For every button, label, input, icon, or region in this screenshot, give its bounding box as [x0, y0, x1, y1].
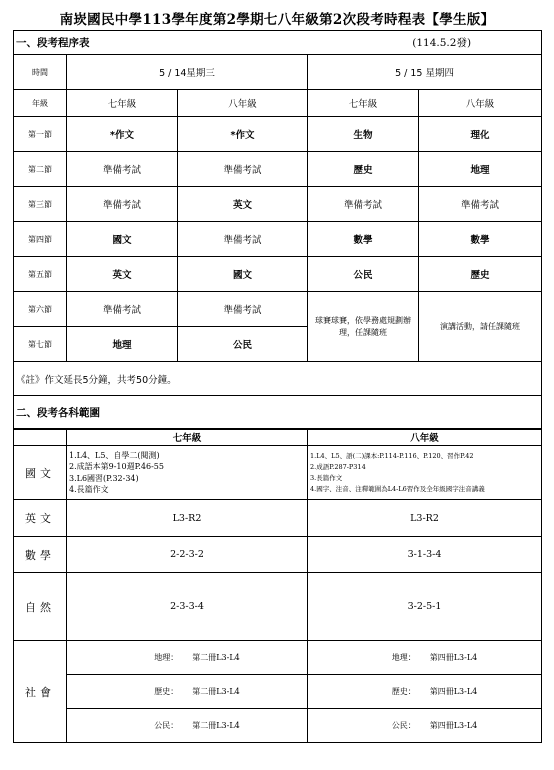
exam-cell: 公民 — [308, 257, 419, 292]
schedule-note: 《註》作文延長5分鐘，共考50分鐘。 — [14, 362, 542, 396]
day2-header: 5 / 15 星期四 — [308, 55, 542, 90]
exam-cell: 數學 — [419, 222, 542, 257]
exam-cell: 生物 — [308, 117, 419, 152]
period-row — [14, 222, 542, 257]
period-label: 第五節 — [14, 257, 67, 292]
exam-schedule-table — [13, 30, 542, 430]
social-sub-label: 地理： — [391, 653, 416, 662]
period-label: 第六節 — [14, 292, 67, 327]
period-label: 第七節 — [14, 327, 67, 362]
scope-value: 第二冊L3-L4 — [192, 653, 240, 662]
period-label: 第四節 — [14, 222, 67, 257]
social-g8-scope — [308, 641, 542, 675]
issue-date: (114.5.2發) — [412, 37, 472, 49]
scope-value: 第二冊L3-L4 — [192, 721, 240, 730]
math-g8-scope: 3-1-3-4 — [308, 537, 542, 573]
subject-label: 國文 — [14, 446, 67, 500]
subject-row-science — [14, 573, 542, 641]
exam-cell: *作文 — [178, 117, 308, 152]
exam-scope-table — [13, 428, 542, 743]
section2-heading: 二、段考各科範圍 — [14, 396, 542, 430]
subject-label: 數學 — [14, 537, 67, 573]
exam-cell: 歷史 — [419, 257, 542, 292]
social-g7-scope — [67, 675, 308, 709]
scope-value: 第二冊L3-L4 — [192, 687, 240, 696]
social-g7-scope — [67, 709, 308, 743]
social-g8-scope — [308, 675, 542, 709]
exam-cell: 準備考試 — [67, 152, 178, 187]
subject-row-chinese — [14, 446, 542, 500]
social-g8-scope — [308, 709, 542, 743]
period-label: 第一節 — [14, 117, 67, 152]
scope-value: 第四冊L3-L4 — [429, 653, 478, 662]
exam-cell: 數學 — [308, 222, 419, 257]
period-row — [14, 117, 542, 152]
exam-cell: 英文 — [67, 257, 178, 292]
subject-row-math — [14, 537, 542, 573]
social-row — [14, 641, 542, 675]
grade8-header: 八年級 — [308, 429, 542, 446]
time-label: 時間 — [14, 55, 67, 90]
scope-line: 4.長篇作文 — [69, 485, 109, 494]
social-sub-label: 歷史： — [391, 687, 416, 696]
exam-cell: 英文 — [178, 187, 308, 222]
exam-cell: 國文 — [67, 222, 178, 257]
math-g7-scope: 2-2-3-2 — [67, 537, 308, 573]
social-sub-label: 歷史： — [154, 687, 179, 696]
scope-line: 3.L6國習(P.32-34) — [69, 473, 139, 483]
grade-header: 七年級 — [67, 90, 178, 117]
social-row — [14, 675, 542, 709]
exam-cell: 國文 — [178, 257, 308, 292]
period-row — [14, 152, 542, 187]
grade-header: 八年級 — [178, 90, 308, 117]
exam-cell: 準備考試 — [308, 187, 419, 222]
grade7-header: 七年級 — [67, 429, 308, 446]
scope-line: 2.成語P.287-P314 — [310, 462, 366, 471]
social-sub-label: 地理： — [154, 653, 179, 662]
period-label: 第二節 — [14, 152, 67, 187]
merged-activity-cell: 球賽球賽，依學務處規劃辦理，任課隨班 — [308, 292, 419, 362]
exam-cell: 準備考試 — [419, 187, 542, 222]
subject-row-english — [14, 500, 542, 537]
social-sub-label: 公民： — [391, 721, 416, 730]
scope-line: 3.長篇作文 — [310, 473, 343, 482]
period-label: 第三節 — [14, 187, 67, 222]
science-g8-scope: 3-2-5-1 — [308, 573, 542, 641]
exam-cell: 準備考試 — [178, 152, 308, 187]
exam-cell: 公民 — [178, 327, 308, 362]
english-g7-scope: L3-R2 — [67, 500, 308, 537]
chinese-g8-scope — [308, 446, 542, 500]
period-row — [14, 257, 542, 292]
page-title: 南崁國民中學113學年度第2學期七八年級第2次段考時程表【學生版】 — [59, 12, 495, 28]
grade-header: 七年級 — [308, 90, 419, 117]
subject-label: 英文 — [14, 500, 67, 537]
exam-cell: 準備考試 — [178, 292, 308, 327]
english-g8-scope: L3-R2 — [308, 500, 542, 537]
exam-cell: 地理 — [67, 327, 178, 362]
grade-label: 年級 — [14, 90, 67, 117]
day1-header: 5 / 14星期三 — [67, 55, 308, 90]
exam-cell: 理化 — [419, 117, 542, 152]
social-g7-scope — [67, 641, 308, 675]
scope-line: 1.L4、L5、自學二(閱測) — [69, 450, 160, 460]
corner-cell — [14, 429, 67, 446]
exam-cell: *作文 — [67, 117, 178, 152]
exam-cell: 準備考試 — [178, 222, 308, 257]
subject-label: 社會 — [14, 641, 67, 743]
science-g7-scope: 2-3-3-4 — [67, 573, 308, 641]
grade-header: 八年級 — [419, 90, 542, 117]
exam-cell: 準備考試 — [67, 292, 178, 327]
subject-label: 自然 — [14, 573, 67, 641]
section1-heading: 一、段考程序表 (114.5.2發) — [14, 31, 542, 55]
social-row — [14, 709, 542, 743]
scope-line: 4.國字、注音、注釋範圍為L4-L6習作及全年級國字注音講義 — [310, 484, 485, 493]
exam-cell: 歷史 — [308, 152, 419, 187]
exam-cell: 準備考試 — [67, 187, 178, 222]
period-row — [14, 292, 542, 327]
chinese-g7-scope — [67, 446, 308, 500]
scope-line: 2.成語本第9-10週P.46-55 — [69, 462, 164, 471]
social-sub-label: 公民： — [154, 721, 179, 730]
exam-cell: 地理 — [419, 152, 542, 187]
merged-activity-cell: 演講活動，請任課隨班 — [419, 292, 542, 362]
scope-line: 1.L4、L5、語(二)課本:P.114-P.116、P.120、習作P.42 — [310, 451, 474, 460]
period-row — [14, 187, 542, 222]
scope-value: 第四冊L3-L4 — [429, 721, 478, 730]
scope-value: 第四冊L3-L4 — [429, 687, 478, 696]
